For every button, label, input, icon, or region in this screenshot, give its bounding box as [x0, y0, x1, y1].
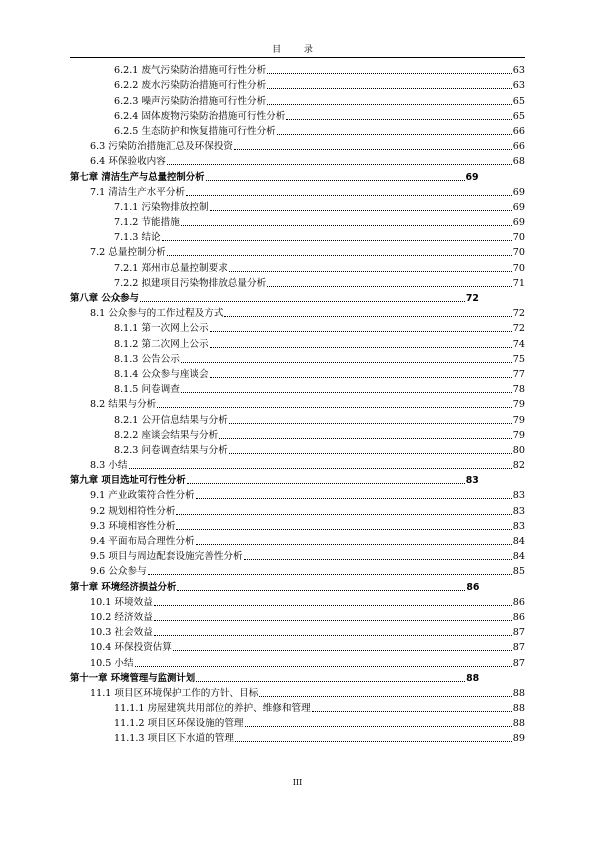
toc-dot-leader: [148, 574, 512, 575]
toc-dot-leader: [181, 225, 512, 226]
toc-entry[interactable]: [70, 259, 525, 274]
toc-entry[interactable]: [70, 275, 525, 290]
toc-dot-leader: [210, 331, 512, 332]
toc-entry-title: 8.1.1 第一次网上公示: [114, 323, 209, 335]
toc-entry-page: 79: [512, 414, 525, 426]
toc-entry[interactable]: [70, 320, 525, 335]
toc-chapter-entry[interactable]: [70, 670, 525, 685]
toc-entry-title: 7.1.1 污染物排放控制: [114, 201, 209, 213]
toc-entry-title: 11.1 项目区环境保护工作的方针、目标: [90, 687, 259, 699]
toc-entry-title: 9.1 产业政策符合性分析: [90, 490, 195, 502]
toc-dot-leader: [229, 271, 512, 272]
toc-entry-page: 83: [512, 505, 525, 517]
toc-entry[interactable]: [70, 639, 525, 654]
toc-entry-page: 66: [512, 125, 525, 137]
toc-entry[interactable]: [70, 62, 525, 77]
toc-dot-leader: [140, 301, 465, 302]
toc-entry[interactable]: [70, 229, 525, 244]
toc-entry[interactable]: [70, 77, 525, 92]
toc-chapter-entry[interactable]: [70, 472, 525, 487]
toc-entry-title: 6.2.3 噪声污染防治措施可行性分析: [114, 95, 267, 107]
toc-entry[interactable]: [70, 396, 525, 411]
toc-entry[interactable]: [70, 427, 525, 442]
toc-entry-page: 80: [512, 444, 525, 456]
toc-dot-leader: [210, 210, 512, 211]
toc-entry-page: 82: [512, 460, 525, 472]
toc-dot-leader: [245, 726, 512, 727]
toc-dot-leader: [210, 347, 512, 348]
toc-dot-leader: [259, 696, 511, 697]
toc-entry[interactable]: [70, 92, 525, 107]
toc-entry-title: 6.3 污染防治措施汇总及环保投资: [90, 141, 234, 153]
toc-dot-leader: [176, 514, 511, 515]
toc-dot-leader: [210, 377, 512, 378]
toc-dot-leader: [235, 741, 512, 742]
toc-dot-leader: [157, 407, 512, 408]
toc-entry-title: 7.2.2 拟建项目污染物排放总量分析: [114, 277, 267, 289]
toc-entry-title: 8.1.4 公众参与座谈会: [114, 368, 209, 380]
toc-entry[interactable]: [70, 654, 525, 669]
toc-entry-title: 8.1 公众参与的工作过程及方式: [90, 308, 224, 320]
toc-entry-page: 66: [512, 141, 525, 153]
toc-entry[interactable]: [70, 351, 525, 366]
toc-entry-title: 7.1 清洁生产水平分析: [90, 186, 186, 198]
toc-entry-page: 70: [512, 232, 525, 244]
toc-entry[interactable]: [70, 730, 525, 745]
toc-entry[interactable]: [70, 153, 525, 168]
toc-entry[interactable]: [70, 138, 525, 153]
toc-entry-title: 11.1.3 项目区下水道的管理: [114, 733, 234, 745]
toc-dot-leader: [186, 195, 512, 196]
toc-entry-page: 83: [512, 520, 525, 532]
toc-entry-page: 84: [512, 536, 525, 547]
toc-dot-leader: [167, 255, 512, 256]
toc-entry-title: 9.6 公众参与: [90, 566, 147, 578]
toc-dot-leader: [196, 681, 465, 682]
toc-entry-page: 83: [512, 490, 525, 502]
toc-entry-title: 8.2.3 问卷调查结果与分析: [114, 444, 228, 456]
toc-entry-page: 69: [512, 186, 525, 198]
toc-entry-title: 6.2.5 生态防护和恢复措施可行性分析: [114, 125, 276, 137]
toc-entry-title: 6.4 环保验收内容: [90, 156, 166, 168]
toc-entry[interactable]: [70, 244, 525, 259]
toc-entry[interactable]: [70, 502, 525, 517]
toc-entry-page: 86: [512, 611, 525, 623]
toc-dot-leader: [167, 164, 512, 165]
page-header-title: 目 录: [272, 45, 323, 55]
toc-entry-page: 83: [465, 475, 479, 487]
toc-entry-title: 10.1 环境效益: [90, 596, 153, 608]
toc-entry-title: 9.2 规划相符性分析: [90, 505, 176, 517]
toc-dot-leader: [267, 104, 512, 105]
toc-entry[interactable]: [70, 335, 525, 350]
toc-entry-page: 72: [512, 323, 525, 335]
toc-entry-title: 8.1.3 公告公示: [114, 353, 180, 365]
toc-dot-leader: [129, 468, 512, 469]
toc-dot-leader: [267, 73, 512, 74]
toc-entry-page: 79: [512, 429, 525, 441]
toc-entry-title: 10.4 环保投资估算: [90, 642, 172, 654]
toc-dot-leader: [181, 362, 512, 363]
toc-entry-title: 第十一章 环境管理与监测计划: [70, 672, 196, 684]
toc-entry-page: 72: [512, 308, 525, 320]
toc-entry[interactable]: [70, 609, 525, 624]
toc-dot-leader: [229, 423, 512, 424]
toc-entry-page: 88: [512, 718, 525, 730]
toc-dot-leader: [181, 392, 512, 393]
toc-dot-leader: [244, 559, 512, 560]
toc-dot-leader: [267, 286, 512, 287]
toc-entry[interactable]: [70, 533, 525, 548]
toc-entry-page: 69: [512, 217, 525, 229]
toc-entry[interactable]: [70, 411, 525, 426]
toc-entry-page: 87: [512, 642, 525, 654]
toc-entry-title: 7.2 总量控制分析: [90, 247, 166, 259]
toc-entry-title: 第七章 清洁生产与总量控制分析: [70, 171, 205, 183]
toc-entry-page: 84: [512, 551, 525, 563]
toc-entry-page: 87: [512, 627, 525, 639]
toc-entry-page: 78: [512, 384, 525, 396]
toc-entry[interactable]: [70, 184, 525, 199]
toc-entry-page: 70: [512, 247, 525, 259]
toc-dot-leader: [206, 180, 465, 181]
toc-entry-title: 第八章 公众参与: [70, 293, 139, 304]
toc-entry-title: 8.3 小结: [90, 460, 128, 472]
toc-dot-leader: [224, 316, 511, 317]
toc-dot-leader: [154, 605, 512, 606]
toc-entry-page: 63: [512, 80, 525, 92]
toc-entry[interactable]: [70, 214, 525, 229]
toc-entry-page: 70: [512, 262, 525, 274]
toc-entry[interactable]: [70, 305, 525, 320]
toc-entry[interactable]: [70, 563, 525, 578]
toc-entry[interactable]: [70, 366, 525, 381]
toc-dot-leader: [173, 650, 512, 651]
toc-entry-title: 8.1.5 问卷调查: [114, 384, 180, 396]
toc-entry-title: 9.5 项目与周边配套设施完善性分析: [90, 551, 243, 563]
toc-entry-title: 6.2.4 固体废物污染防治措施可行性分析: [114, 110, 286, 122]
toc-entry-title: 7.2.1 郑州市总量控制要求: [114, 262, 228, 274]
toc-entry-page: 89: [512, 733, 525, 745]
toc-entry-page: 65: [512, 95, 525, 107]
toc-entry-title: 11.1.1 房屋建筑共用部位的养护、维修和管理: [114, 703, 311, 715]
toc-entry[interactable]: [70, 381, 525, 396]
toc-dot-leader: [135, 666, 512, 667]
toc-entry[interactable]: [70, 594, 525, 609]
toc-dot-leader: [277, 134, 512, 135]
toc-entry-page: 65: [512, 110, 525, 122]
toc-entry-page: 75: [512, 353, 525, 365]
toc-dot-leader: [312, 711, 512, 712]
toc-entry-title: 11.1.2 项目区环保设施的管理: [114, 718, 244, 730]
toc-dot-leader: [196, 498, 512, 499]
toc-entry-title: 6.2.1 废气污染防治措施可行性分析: [114, 65, 267, 77]
toc-entry-page: 88: [512, 703, 525, 715]
toc-entry-page: 63: [512, 65, 525, 77]
toc-entry-page: 88: [466, 672, 480, 684]
toc-entry-page: 88: [512, 687, 525, 699]
toc-entry-page: 77: [512, 368, 525, 380]
toc-dot-leader: [162, 240, 512, 241]
toc-entry-title: 8.2.1 公开信息结果与分析: [114, 414, 228, 426]
toc-entry-page: 72: [465, 293, 479, 304]
toc-entry-title: 9.4 平面布局合理性分析: [90, 536, 195, 547]
toc-entry-page: 86: [512, 596, 525, 608]
toc-dot-leader: [219, 438, 512, 439]
toc-entry-page: 86: [466, 581, 480, 593]
toc-entry[interactable]: [70, 518, 525, 533]
toc-entry[interactable]: [70, 457, 525, 472]
toc-entry-page: 85: [512, 566, 525, 578]
toc-entry-page: 69: [512, 201, 525, 213]
toc-dot-leader: [187, 483, 465, 484]
toc-entry-title: 9.3 环境相容性分析: [90, 520, 176, 532]
toc-entry-title: 8.2 结果与分析: [90, 399, 157, 411]
toc-entry-title: 第十章 环境经济损益分析: [70, 581, 177, 593]
toc-dot-leader: [154, 635, 512, 636]
toc-dot-leader: [176, 529, 511, 530]
toc-entry[interactable]: [70, 624, 525, 639]
toc-entry-page: 79: [512, 399, 525, 411]
toc-dot-leader: [196, 544, 512, 545]
toc-dot-leader: [267, 88, 512, 89]
toc-entry-title: 7.1.3 结论: [114, 232, 161, 244]
toc-entry-title: 6.2.2 废水污染防治措施可行性分析: [114, 80, 267, 92]
toc-entry-title: 8.2.2 座谈会结果与分析: [114, 429, 219, 441]
toc-chapter-entry[interactable]: [70, 290, 525, 305]
toc-entry-page: 68: [512, 156, 525, 168]
toc-dot-leader: [229, 453, 512, 454]
toc-dot-leader: [154, 620, 512, 621]
page-number: III: [292, 778, 303, 787]
toc-entry[interactable]: [70, 108, 525, 123]
toc-entry-title: 10.2 经济效益: [90, 611, 153, 623]
toc-entry[interactable]: [70, 700, 525, 715]
toc-entry-page: 74: [512, 338, 525, 350]
toc-entry[interactable]: [70, 715, 525, 730]
toc-entry-title: 7.1.2 节能措施: [114, 217, 180, 229]
toc-entry-page: 71: [512, 277, 525, 289]
toc-entry-page: 87: [512, 657, 525, 669]
table-of-contents: [70, 62, 525, 745]
toc-entry[interactable]: [70, 685, 525, 700]
toc-entry[interactable]: [70, 123, 525, 138]
toc-entry[interactable]: [70, 199, 525, 214]
toc-chapter-entry[interactable]: [70, 578, 525, 593]
toc-entry-title: 10.3 社会效益: [90, 627, 153, 639]
toc-entry-title: 第九章 项目选址可行性分析: [70, 475, 186, 487]
toc-dot-leader: [234, 149, 512, 150]
header-rule: [70, 57, 525, 58]
toc-entry[interactable]: [70, 442, 525, 457]
toc-chapter-entry[interactable]: [70, 168, 525, 183]
toc-entry-title: 10.5 小结: [90, 657, 134, 669]
toc-entry-page: 69: [465, 171, 479, 183]
toc-entry[interactable]: [70, 487, 525, 502]
toc-dot-leader: [177, 590, 465, 591]
toc-dot-leader: [286, 119, 511, 120]
toc-entry-title: 8.1.2 第二次网上公示: [114, 338, 209, 350]
toc-entry[interactable]: [70, 548, 525, 563]
